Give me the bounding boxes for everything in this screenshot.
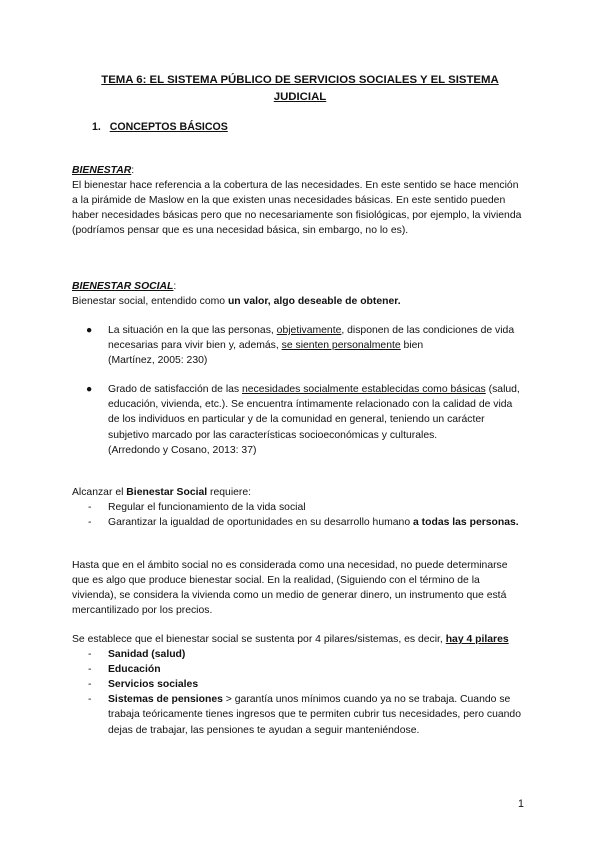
- alcanzar-item1: Regular el funcionamiento de la vida social: [108, 502, 306, 514]
- bullet-icon: ●: [86, 384, 93, 396]
- bienestar-heading: BIENESTAR: [72, 165, 132, 176]
- list-item: [72, 515, 524, 530]
- pilar-pensiones-text: > garantía unos mínimos cuando ya no se trabaja. Cuando se trabaja teóricamente tienes ingresos que te permiten cubrir tus necesidades, pero cuando dejas de trabajar, las pensiones te ayudan a seguir manteniéndose.: [108, 694, 521, 736]
- section-heading-conceptos: [92, 120, 228, 135]
- bienestar-colon: :: [131, 165, 135, 176]
- item1-text-b: , disponen de las condiciones de vida necesarias para vivir bien y, además,: [108, 325, 515, 352]
- list-item: [72, 323, 524, 368]
- dash-icon: -: [88, 649, 92, 661]
- alcanzar-intro: [72, 485, 524, 500]
- dash-icon: -: [88, 502, 92, 514]
- document-title: TEMA 6: EL SISTEMA PÚBLICO DE SERVICIOS SOCIALES Y EL SISTEMA JUDICIAL: [101, 74, 499, 103]
- pilares-list: [72, 647, 524, 738]
- bienestar-social-block: [72, 279, 524, 309]
- alcanzar-list: [72, 500, 524, 530]
- item2-text-a: Grado de satisfacción de las: [108, 384, 242, 396]
- alcanzar-text-a: Alcanzar el: [72, 487, 127, 498]
- hasta-paragraph: Hasta que en el ámbito social no es considerada como una necesidad, no puede determinarse que es algo que produce bienestar social. En la realidad, (Siguiendo con el término de la vivienda), se considera la vivienda como un medio de generar dinero, un instrumento que está mercantilizado por los precios.: [72, 560, 508, 617]
- dash-icon: -: [88, 679, 92, 691]
- definitions-list: [72, 323, 524, 458]
- alcanzar-bold: Bienestar Social: [126, 487, 208, 498]
- item1-citation: (Martínez, 2005: 230): [108, 355, 208, 367]
- definitions-list-block: [72, 323, 524, 458]
- item1-text-a: La situación en la que las personas,: [108, 325, 277, 336]
- pilar-sanidad: Sanidad (salud): [108, 649, 186, 661]
- intro-plain: Bienestar social, entendido como: [72, 296, 228, 308]
- dash-icon: -: [88, 694, 92, 706]
- bienestar-social-colon: :: [173, 281, 177, 292]
- item2-underline-1: necesidades socialmente establecidas como básicas: [242, 384, 486, 396]
- dash-icon: -: [88, 517, 92, 529]
- item1-underline-2: se sienten personalmente: [281, 340, 401, 352]
- section-number: 1.: [92, 121, 101, 133]
- list-item: [72, 692, 524, 737]
- page-number: 1: [518, 798, 524, 810]
- item1-underline-1: objetivamente: [276, 325, 342, 336]
- pilares-text-a: Se establece que el bienestar social se sustenta por 4 pilares/sistemas, es decir,: [72, 634, 446, 645]
- pilares-intro: [72, 632, 524, 647]
- pilares-bold-underline: hay 4 pilares: [445, 634, 509, 645]
- dash-icon: -: [88, 664, 92, 676]
- alcanzar-item2-bold: a todas las personas.: [413, 517, 519, 529]
- list-item: [72, 500, 524, 515]
- pilar-educacion: Educación: [108, 664, 161, 676]
- list-item: [72, 677, 524, 692]
- intro-bold: un valor, algo deseable de obtener.: [227, 296, 401, 308]
- bienestar-social-intro: [72, 294, 524, 309]
- hasta-block: [72, 558, 524, 618]
- pilar-pensiones-bold: Sistemas de pensiones: [108, 694, 223, 706]
- alcanzar-item2-plain: Garantizar la igualdad de oportunidades en su desarrollo humano: [108, 517, 413, 529]
- alcanzar-text-b: requiere:: [207, 487, 252, 498]
- item1-text-c: bien: [400, 340, 424, 352]
- pilares-block: [72, 632, 524, 738]
- bienestar-social-heading-line: [72, 279, 524, 294]
- item2-citation: (Arredondo y Cosano, 2013: 37): [108, 444, 257, 456]
- list-item: [72, 662, 524, 677]
- section-label: CONCEPTOS BÁSICOS: [109, 121, 228, 133]
- pilar-servicios-sociales: Servicios sociales: [108, 679, 199, 691]
- alcanzar-block: [72, 485, 524, 530]
- bienestar-social-heading: BIENESTAR SOCIAL: [72, 281, 174, 292]
- item2-text-b: (salud, educación, vivienda, etc.). Se encuentra íntimamente relacionado con la calidad de vida de los individuos en particular y de la comunidad en general, teniendo un carácter subjetivo marcado por las características socioeconómicas y culturales.: [108, 384, 520, 441]
- list-item: [72, 647, 524, 662]
- bienestar-heading-line: [72, 163, 524, 178]
- bienestar-paragraph: El bienestar hace referencia a la cobertura de las necesidades. En este sentido se hace mención a la pirámide de Maslow en la que existen unas necesidades básicas. En este sentido pueden haber necesidades básicas pero que no necesariamente son fisiológicas, por ejemplo, la vivienda (podríamos pensar que es una necesidad básica, sin embargo, no lo es).: [72, 180, 522, 237]
- list-item: [72, 382, 524, 457]
- bullet-icon: ●: [86, 325, 93, 336]
- bienestar-block: [72, 163, 524, 238]
